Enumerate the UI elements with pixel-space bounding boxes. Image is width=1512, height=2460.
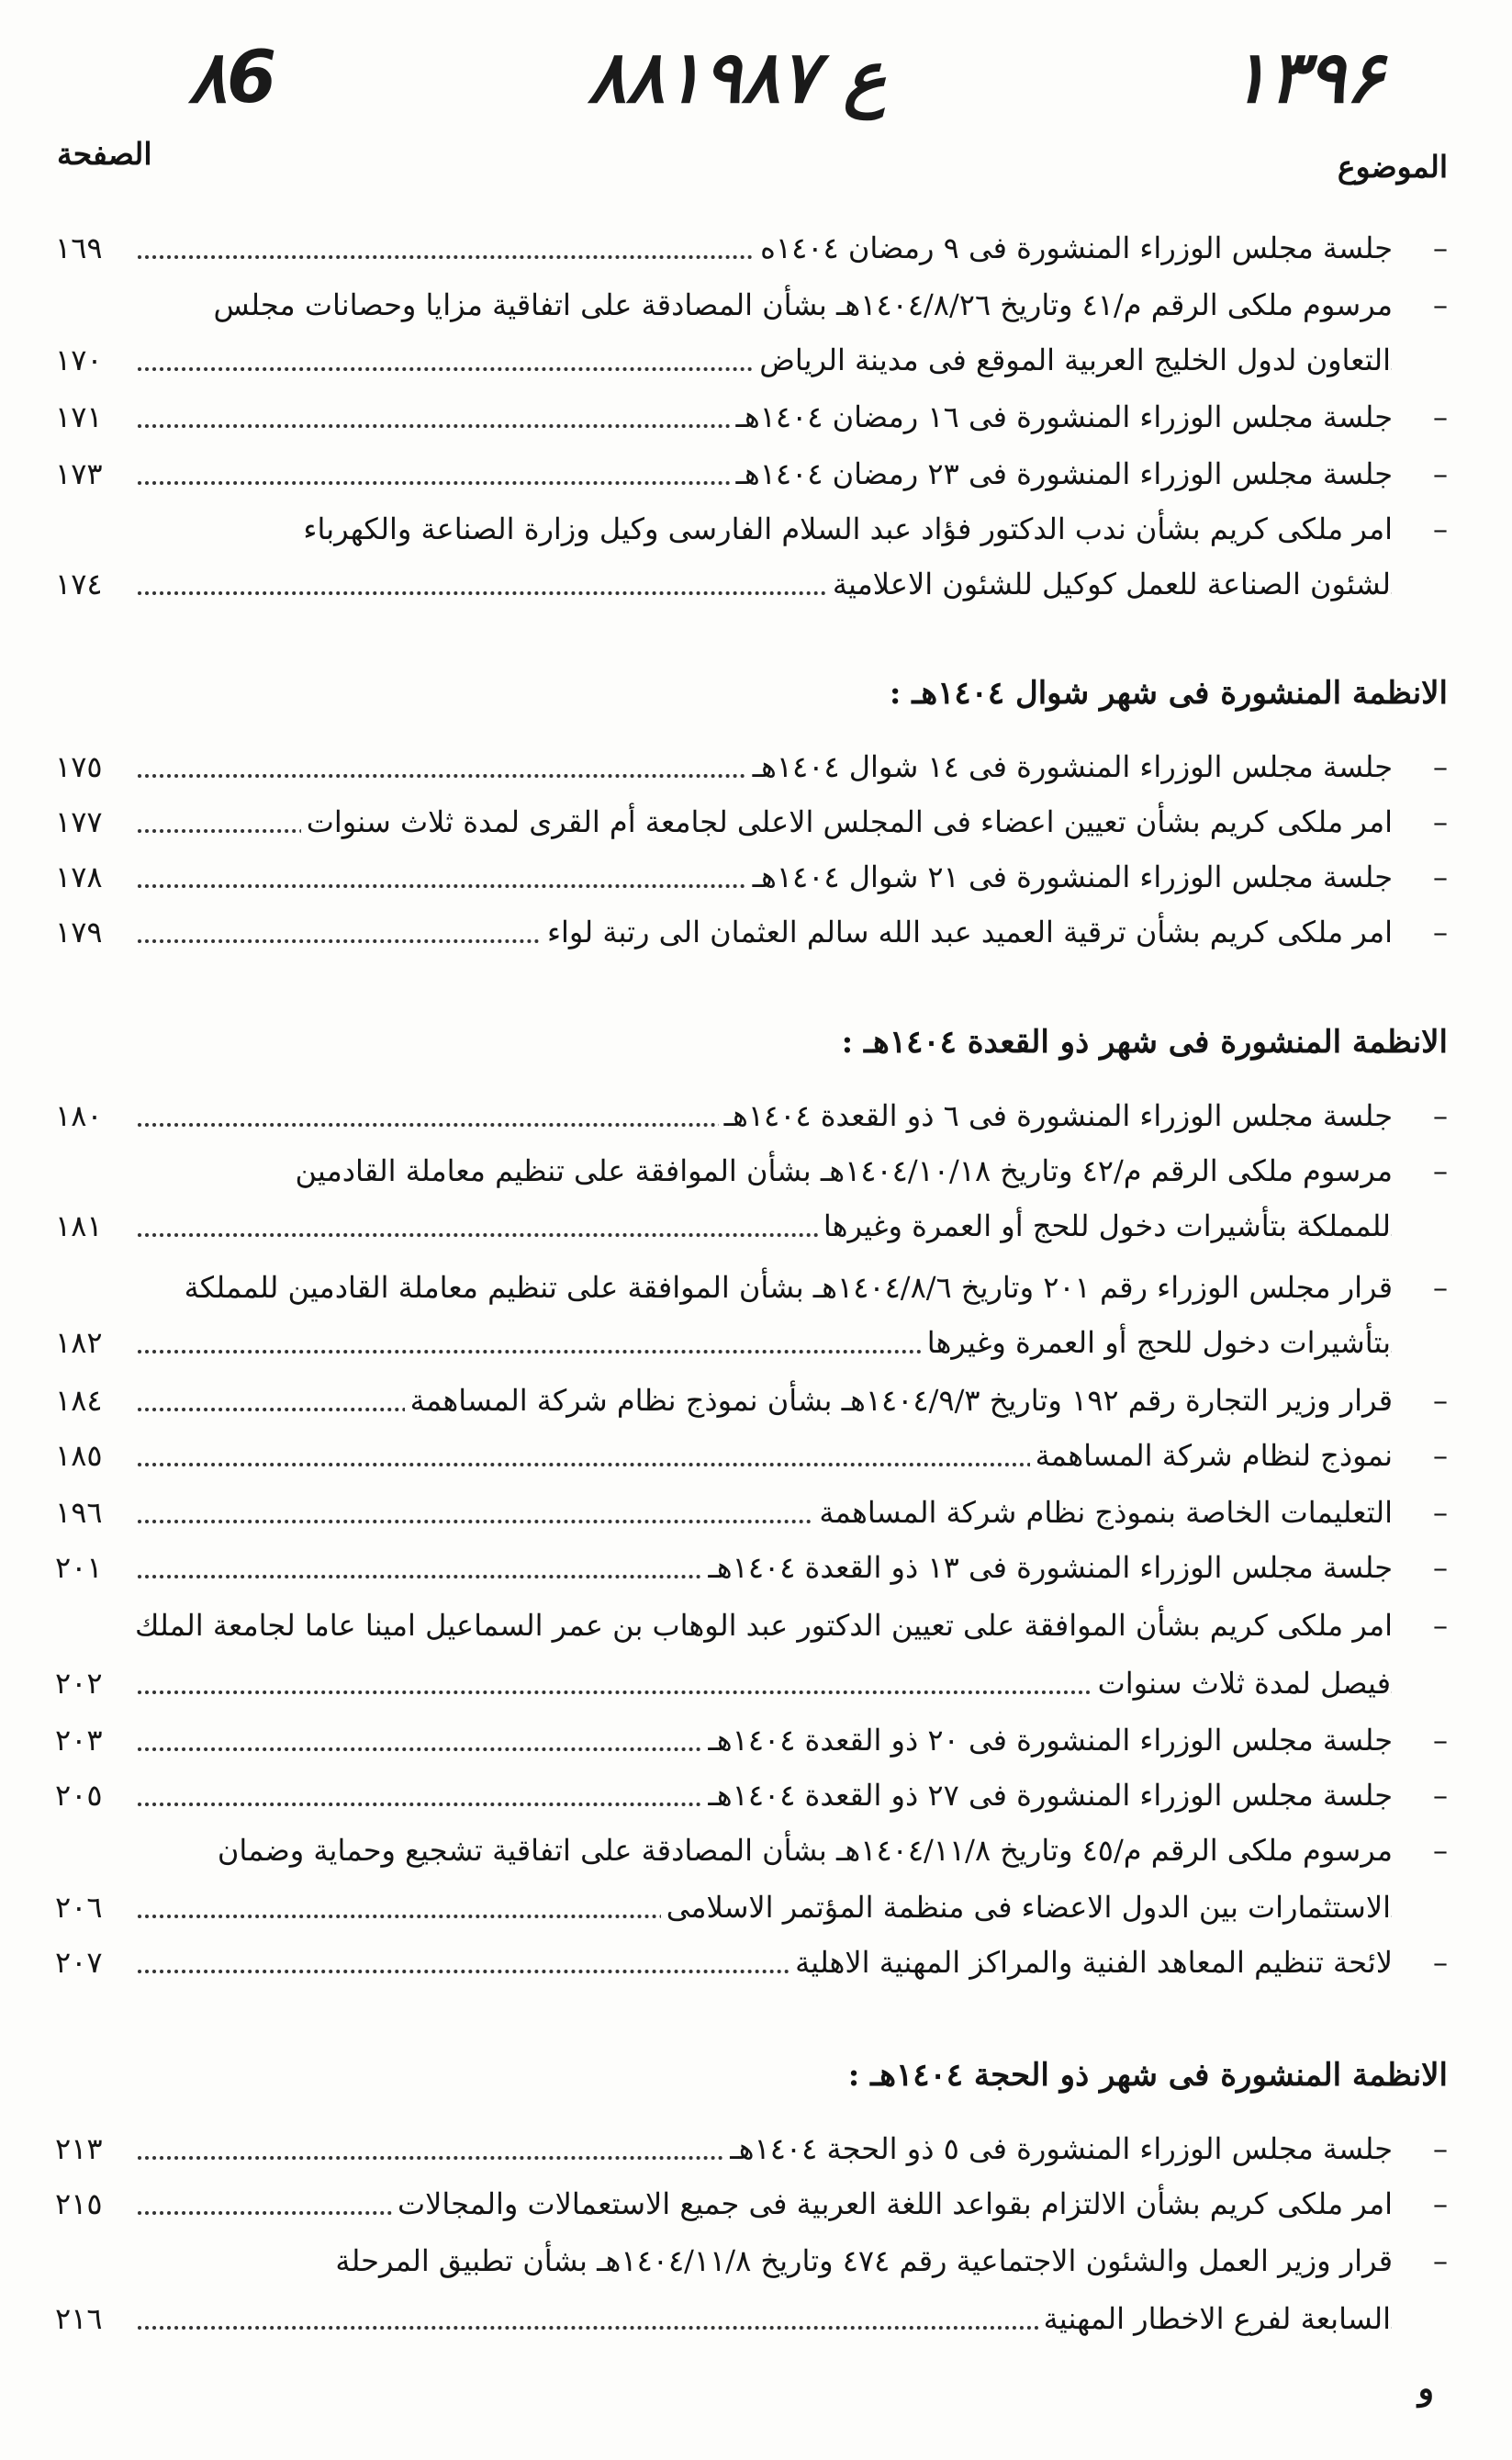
section-heading-shawwal: الانظمة المنشورة فى شهر شوال ١٤٠٤هـ : bbox=[889, 675, 1448, 712]
toc-entry: – امر ملكى كريم بشأن ترقية العميد عبد الله سالم العثمان الى رتبة لواء ١٧٩ bbox=[55, 904, 1448, 960]
page-column-header: الصفحة bbox=[57, 136, 152, 172]
page-number: ١٧٣ bbox=[55, 456, 103, 491]
toc-entry: – جلسة مجلس الوزراء المنشورة فى ٥ ذو الحجة ١٤٠٤هـ ٢١٣ bbox=[55, 2121, 1448, 2176]
toc-entry: – جلسة مجلس الوزراء المنشورة فى ٢٣ رمضان ١٤٠٤هـ ١٧٣ bbox=[55, 446, 1448, 501]
page-number: ٢٠٣ bbox=[55, 1723, 103, 1758]
toc-entry: – جلسة مجلس الوزراء المنشورة فى ٩ رمضان ١٤٠٤ه ١٦٩ bbox=[55, 220, 1448, 275]
page-number: ٢٠٢ bbox=[55, 1666, 103, 1701]
page-number: ١٨٥ bbox=[55, 1438, 103, 1473]
toc-entry: – التعليمات الخاصة بنموذج نظام شركة المساهمة ١٩٦ bbox=[55, 1485, 1448, 1540]
toc-entry: – قرار مجلس الوزراء رقم ٢٠١ وتاريخ ١٤٠٤/٨/٦هـ بشأن الموافقة على تنظيم معاملة القادمين للمملكة bbox=[55, 1260, 1448, 1315]
toc-entry: – جلسة مجلس الوزراء المنشورة فى ٦ ذو القعدة ١٤٠٤هـ ١٨٠ bbox=[55, 1088, 1448, 1143]
page-number: ١٨١ bbox=[55, 1208, 103, 1243]
toc-entry-continuation: فيصل لمدة ثلاث سنوات ٢٠٢ bbox=[55, 1656, 1448, 1711]
page-number: ٢٠٧ bbox=[55, 1945, 103, 1980]
page-number: ٢٠١ bbox=[55, 1550, 103, 1585]
toc-entry-continuation: التعاون لدول الخليج العربية الموقع فى مدينة الرياض ١٧٠ bbox=[55, 332, 1448, 388]
page-number: ٢١٦ bbox=[55, 2301, 103, 2336]
toc-entry-continuation: لشئون الصناعة للعمل كوكيل للشئون الاعلامية ١٧٤ bbox=[55, 556, 1448, 612]
toc-entry: – جلسة مجلس الوزراء المنشورة فى ١٤ شوال ١٤٠٤هـ ١٧٥ bbox=[55, 739, 1448, 794]
handwritten-note-left: ۸6 bbox=[188, 37, 277, 119]
toc-entry: – مرسوم ملكى الرقم م/٤١ وتاريخ ١٤٠٤/٨/٢٦هـ بشأن المصادقة على اتفاقية مزايا وحصانات مجلس bbox=[55, 277, 1448, 332]
page-number: ١٧٥ bbox=[55, 749, 103, 784]
page-letter: و bbox=[1417, 2369, 1434, 2408]
page-number: ٢٠٥ bbox=[55, 1778, 103, 1813]
toc-entry: – مرسوم ملكى الرقم م/٤٥ وتاريخ ١٤٠٤/١١/٨هـ بشأن المصادقة على اتفاقية تشجيع وحماية وضمان bbox=[55, 1823, 1448, 1878]
page-number: ١٧٩ bbox=[55, 915, 103, 949]
toc-entry: – امر ملكى كريم بشأن ندب الدكتور فؤاد عبد السلام الفارسى وكيل وزارة الصناعة والكهرباء bbox=[55, 501, 1448, 556]
toc-entry: – جلسة مجلس الوزراء المنشورة فى ١٦ رمضان ١٤٠٤هـ ١٧١ bbox=[55, 389, 1448, 444]
toc-entry: – امر ملكى كريم بشأن الموافقة على تعيين الدكتور عبد الوهاب بن عمر السماعيل امينا عاما لجامعة الملك bbox=[55, 1598, 1448, 1653]
toc-entry: – مرسوم ملكى الرقم م/٤٢ وتاريخ ١٤٠٤/١٠/١٨هـ بشأن الموافقة على تنظيم معاملة القادمين bbox=[55, 1143, 1448, 1198]
page-number: ١٧٤ bbox=[55, 567, 103, 601]
toc-entry: – امر ملكى كريم بشأن تعيين اعضاء فى المجلس الاعلى لجامعة أم القرى لمدة ثلاث سنوات ١٧٧ bbox=[55, 794, 1448, 849]
section-heading-dhu-al-hijjah: الانظمة المنشورة فى شهر ذو الحجة ١٤٠٤هـ : bbox=[847, 2057, 1448, 2094]
toc-entry-continuation: للمملكة بتأشيرات دخول للحج أو العمرة وغيرها ١٨١ bbox=[55, 1198, 1448, 1253]
page-number: ٢٠٦ bbox=[55, 1890, 103, 1925]
page-number: ١٧٧ bbox=[55, 804, 103, 839]
toc-entry: – قرار وزير العمل والشئون الاجتماعية رقم ٤٧٤ وتاريخ ١٤٠٤/١١/٨هـ بشأن تطبيق المرحلة bbox=[55, 2233, 1448, 2288]
page-number: ١٨٠ bbox=[55, 1098, 103, 1133]
page-number: ٢١٣ bbox=[55, 2131, 103, 2166]
toc-entry: – جلسة مجلس الوزراء المنشورة فى ٢٧ ذو القعدة ١٤٠٤هـ ٢٠٥ bbox=[55, 1768, 1448, 1823]
page-number: ١٦٩ bbox=[55, 230, 103, 265]
page-number: ١٧٨ bbox=[55, 859, 103, 894]
page-number: ١٧١ bbox=[55, 399, 103, 434]
toc-entry: – لائحة تنظيم المعاهد الفنية والمراكز المهنية الاهلية ٢٠٧ bbox=[55, 1935, 1448, 1990]
page-number: ١٩٦ bbox=[55, 1495, 103, 1530]
toc-entry: – جلسة مجلس الوزراء المنشورة فى ١٣ ذو القعدة ١٤٠٤هـ ٢٠١ bbox=[55, 1540, 1448, 1595]
toc-entry: – جلسة مجلس الوزراء المنشورة فى ٢١ شوال ١٤٠٤هـ ١٧٨ bbox=[55, 849, 1448, 904]
handwritten-note-right: ۱۳۹۶ bbox=[1230, 37, 1384, 119]
toc-entry: – نموذج لنظام شركة المساهمة ١٨٥ bbox=[55, 1428, 1448, 1483]
toc-entry-continuation: السابعة لفرع الاخطار المهنية ٢١٦ bbox=[55, 2291, 1448, 2346]
toc-entry: – قرار وزير التجارة رقم ١٩٢ وتاريخ ١٤٠٤/٩/٣هـ بشأن نموذج نظام شركة المساهمة ١٨٤ bbox=[55, 1373, 1448, 1428]
toc-entry-continuation: الاستثمارات بين الدول الاعضاء فى منظمة المؤتمر الاسلامى ٢٠٦ bbox=[55, 1880, 1448, 1935]
topic-column-header: الموضوع bbox=[1337, 149, 1448, 185]
toc-entry: – امر ملكى كريم بشأن الالتزام بقواعد اللغة العربية فى جميع الاستعمالات والمجالات ٢١٥ bbox=[55, 2176, 1448, 2231]
toc-entry-continuation: بتأشيرات دخول للحج أو العمرة وغيرها ١٨٢ bbox=[55, 1315, 1448, 1370]
handwritten-note-middle: ۸۸ع ۱۹۸۷ bbox=[588, 37, 887, 119]
section-heading-dhu-al-qadah: الانظمة المنشورة فى شهر ذو القعدة ١٤٠٤هـ : bbox=[841, 1024, 1448, 1061]
toc-entry: – جلسة مجلس الوزراء المنشورة فى ٢٠ ذو القعدة ١٤٠٤هـ ٢٠٣ bbox=[55, 1713, 1448, 1768]
page-number: ١٨٢ bbox=[55, 1325, 103, 1360]
page-number: ١٧٠ bbox=[55, 343, 103, 377]
page-number: ١٨٤ bbox=[55, 1383, 103, 1418]
page-number: ٢١٥ bbox=[55, 2186, 103, 2221]
